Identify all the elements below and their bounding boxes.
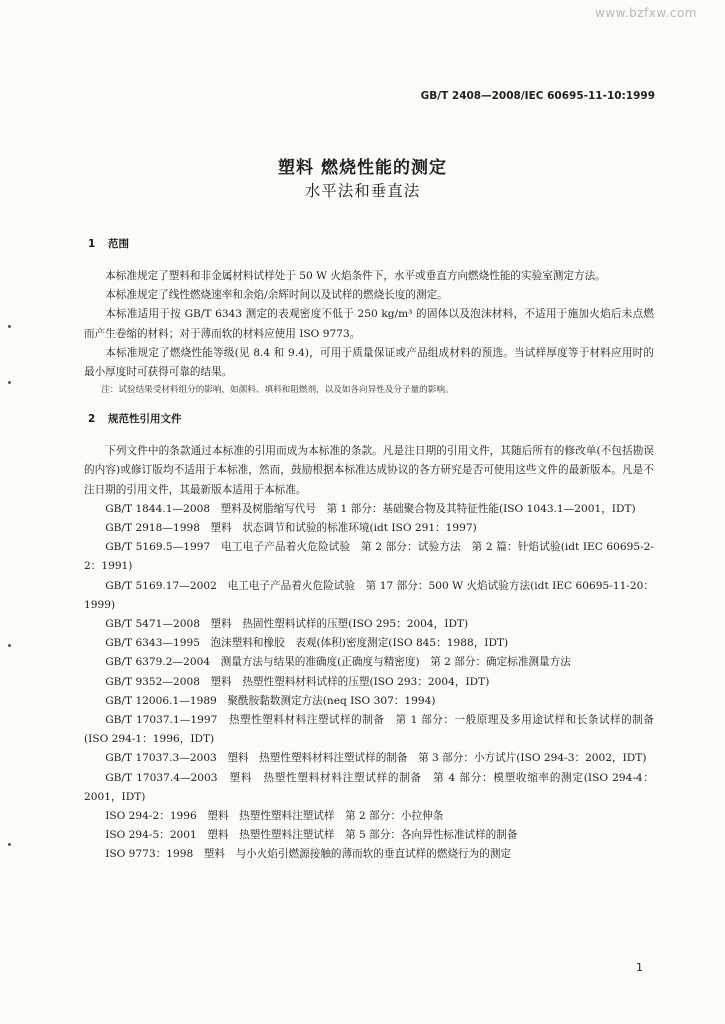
reference-item: GB/T 17037.1—1997 热塑性塑料材料注塑试样的制备 第 1 部分：一般原理及多用途试样和长条试样的制备(ISO 294-1：1996，IDT) (84, 714, 654, 746)
document-subtitle: 水平法和垂直法 (304, 182, 421, 200)
reference-item: ISO 294-5：2001 塑料 热塑性塑料注塑试样 第 5 部分：各向异性标准试样的制备 (105, 829, 518, 842)
margin-mark (8, 644, 11, 647)
reference-item: ISO 9773：1998 塑料 与小火焰引燃源接触的薄而软的垂直试样的燃烧行为的测定 (105, 848, 512, 861)
paragraph: 本标准规定了燃烧性能等级(见 8.4 和 9.4)，可用于质量保证或产品组成材料的预选。当试样厚度等于材料应用时的最小厚度时可获得可靠的结果。 (84, 346, 654, 379)
margin-mark (8, 381, 11, 384)
paragraph: 本标准规定了塑料和非金属材料试样处于 50 W 火焰条件下，水平或垂直方向燃烧性能的实验室测定方法。 (105, 270, 606, 282)
section-number: 2 (88, 413, 96, 426)
margin-mark (8, 325, 11, 328)
margin-mark (8, 843, 11, 846)
section-title: 范围 (108, 238, 129, 250)
reference-item: GB/T 9352—2008 塑料 热塑性塑料材料试样的压塑(ISO 293：2004，IDT) (105, 675, 490, 688)
document-body (84, 235, 654, 865)
page-number: 1 (636, 961, 643, 974)
paragraph: 本标准规定了线性燃烧速率和余焰/余辉时间以及试样的燃烧长度的测定。 (105, 289, 448, 302)
standard-number: GB/T 2408—2008/IEC 60695-11-10:1999 (420, 90, 655, 102)
reference-item: GB/T 6379.2—2004 测量方法与结果的准确度(正确度与精密度) 第 2 部分：确定标准测量方法 (105, 656, 571, 669)
reference-item: ISO 294-2：1996 塑料 热塑性塑料注塑试样 第 2 部分：小拉伸条 (105, 810, 444, 823)
paragraph: 本标准适用于按 GB/T 6343 测定的表观密度不低于 250 kg/m³ 的固体以及泡沫材料，不适用于施加火焰后未点燃而产生卷缩的材料；对于薄而软的材料应使用 ISO 9773。 (84, 308, 654, 340)
note: 注：试验结果受材料组分的影响，如颜料、填料和阻燃剂，以及如各向异性及分子量的影响。 (101, 385, 454, 396)
watermark: www.bzfxw.com (594, 6, 697, 20)
reference-item: GB/T 17037.4—2003 塑料 热塑性塑料材料注塑试样的制备 第 4 部分：模塑收缩率的测定(ISO 294-4：2001，IDT) (84, 771, 654, 803)
reference-item: GB/T 2918—1998 塑料 状态调节和试验的标准环境(idt ISO 291：1997) (105, 522, 477, 535)
paragraph: 下列文件中的条款通过本标准的引用而成为本标准的条款。凡是注日期的引用文件，其随后所有的修改单(不包括勘误的内容)或修订版均不适用于本标准，然而，鼓励根据本标准达成协议的各方研究是否可使用这些文件的最新版本。凡是不注日期的引用文件，其最新版本适用于本标准。 (84, 445, 654, 496)
reference-item: GB/T 6343—1995 泡沫塑料和橡胶 表观(体积)密度测定(ISO 845：1988，IDT) (105, 637, 509, 650)
reference-item: GB/T 1844.1—2008 塑料及树脂缩写代号 第 1 部分：基础聚合物及其特征性能(ISO 1043.1—2001，IDT) (105, 502, 636, 515)
section-number: 1 (88, 238, 96, 250)
document-title: 塑料 燃烧性能的测定 (278, 158, 447, 178)
reference-item: GB/T 5169.17—2002 电工电子产品着火危险试验 第 17 部分：500 W 火焰试验方法(idt IEC 60695-11-20：1999) (84, 579, 654, 611)
section-title: 规范性引用文件 (108, 413, 182, 426)
reference-item: GB/T 17037.3—2003 塑料 热塑性塑料材料注塑试样的制备 第 3 部分：小方试片(ISO 294-3：2002，IDT) (105, 752, 647, 765)
reference-item: GB/T 12006.1—1989 聚酰胺黏数测定方法(neq ISO 307：1994) (105, 694, 436, 707)
section-heading-scope (88, 235, 654, 254)
reference-item: GB/T 5471—2008 塑料 热固性塑料试样的压塑(ISO 295：2004，IDT) (105, 618, 469, 631)
reference-item: GB/T 5169.5—1997 电工电子产品着火危险试验 第 2 部分：试验方法 第 2 篇：针焰试验(idt IEC 60695-2-2：1991) (84, 541, 654, 573)
section-heading-normative-references (88, 410, 654, 429)
